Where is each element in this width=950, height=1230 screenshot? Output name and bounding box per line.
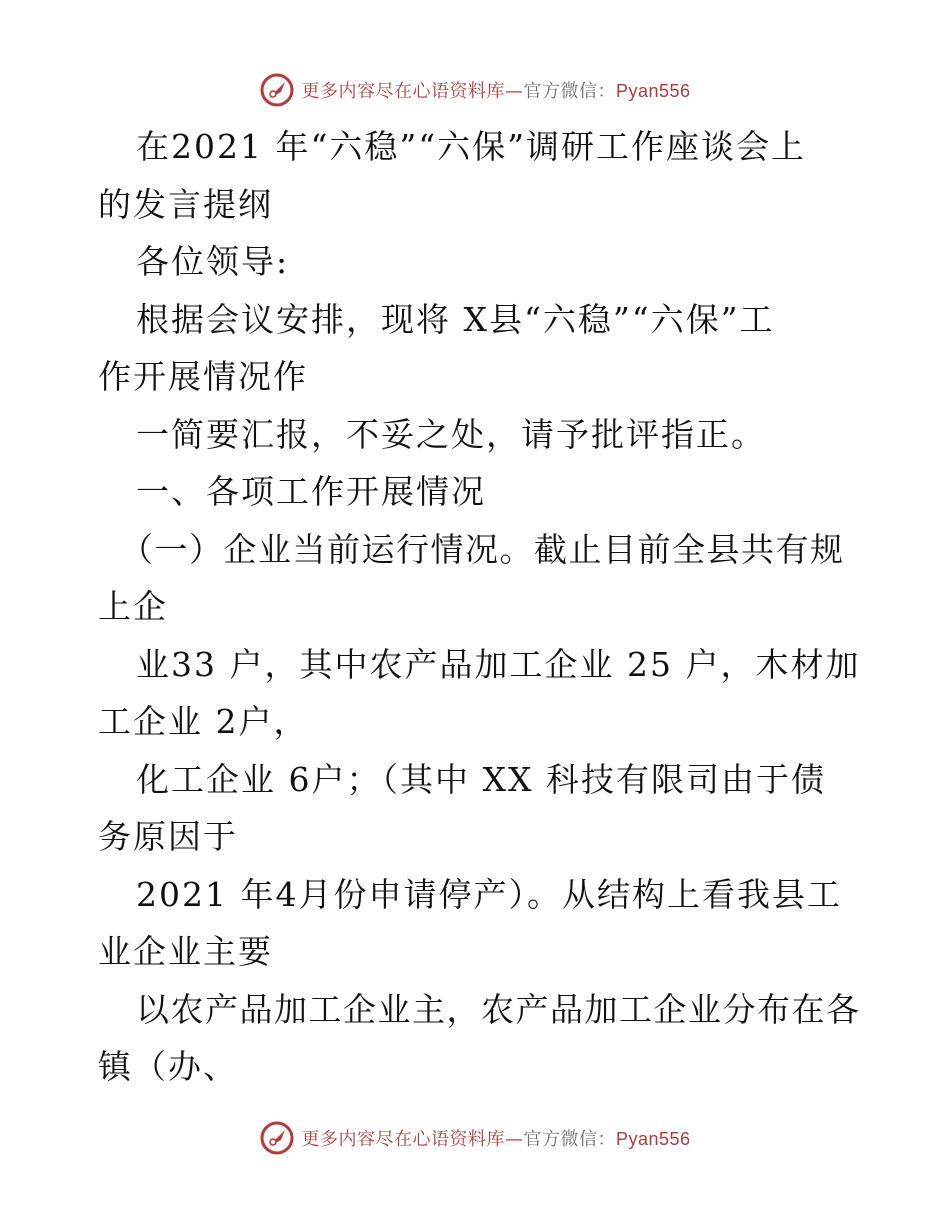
- header-watermark: [0, 70, 950, 110]
- title-line-2: 的发言提纲: [98, 184, 273, 224]
- watermark-dash: —: [504, 1129, 524, 1150]
- paragraph-line: 镇（办、: [98, 1047, 238, 1086]
- watermark-wechat-id: Pyan556: [615, 1129, 691, 1149]
- watermark-site: 更多内容尽在心语资料库: [301, 1129, 505, 1150]
- quill-seal-icon: [259, 1120, 295, 1156]
- watermark-site: 更多内容尽在心语资料库: [301, 81, 505, 102]
- paragraph-line: 化工企业 6户；（其中 XX 科技有限司由于债: [136, 759, 826, 799]
- paragraph-line: 作开展情况作: [98, 357, 308, 396]
- watermark-dash: —: [504, 81, 524, 102]
- watermark-wechat-label: 官方微信：: [523, 1129, 616, 1150]
- watermark-text: [301, 1125, 690, 1151]
- watermark-wechat-id: Pyan556: [615, 81, 691, 101]
- paragraph-line: 一简要汇报，不妥之处，请予批评指正。: [136, 414, 766, 454]
- footer-watermark: [0, 1118, 950, 1158]
- paragraph-line: 以农产品加工企业主，农产品加工企业分布在各: [136, 989, 861, 1029]
- salutation: 各位领导:: [136, 242, 290, 281]
- section-heading: 一、各项工作开展情况: [136, 472, 486, 511]
- paragraph-line: 业33 户，其中农产品加工企业 25 户，木材加: [136, 644, 861, 684]
- paragraph-line: 业企业主要: [98, 932, 273, 971]
- paragraph-line: 根据会议安排，现将 X县“六稳”“六保”工: [136, 299, 775, 339]
- paragraph-line: 务原因于: [98, 817, 238, 856]
- paragraph-line: 2021 年4月份申请停产）。从结构上看我县工: [136, 874, 842, 914]
- document-body: [98, 118, 861, 1096]
- paragraph-line: 工企业 2户，: [98, 702, 309, 741]
- watermark-text: [301, 77, 690, 103]
- paragraph-line: （一）企业当前运行情况。截止目前全县共有规: [120, 529, 845, 569]
- watermark-wechat-label: 官方微信：: [523, 81, 616, 102]
- paragraph-line: 上企: [98, 587, 168, 626]
- title-line-1: 在2021 年“六稳”“六保”调研工作座谈会上: [136, 127, 806, 166]
- quill-seal-icon: [259, 72, 295, 108]
